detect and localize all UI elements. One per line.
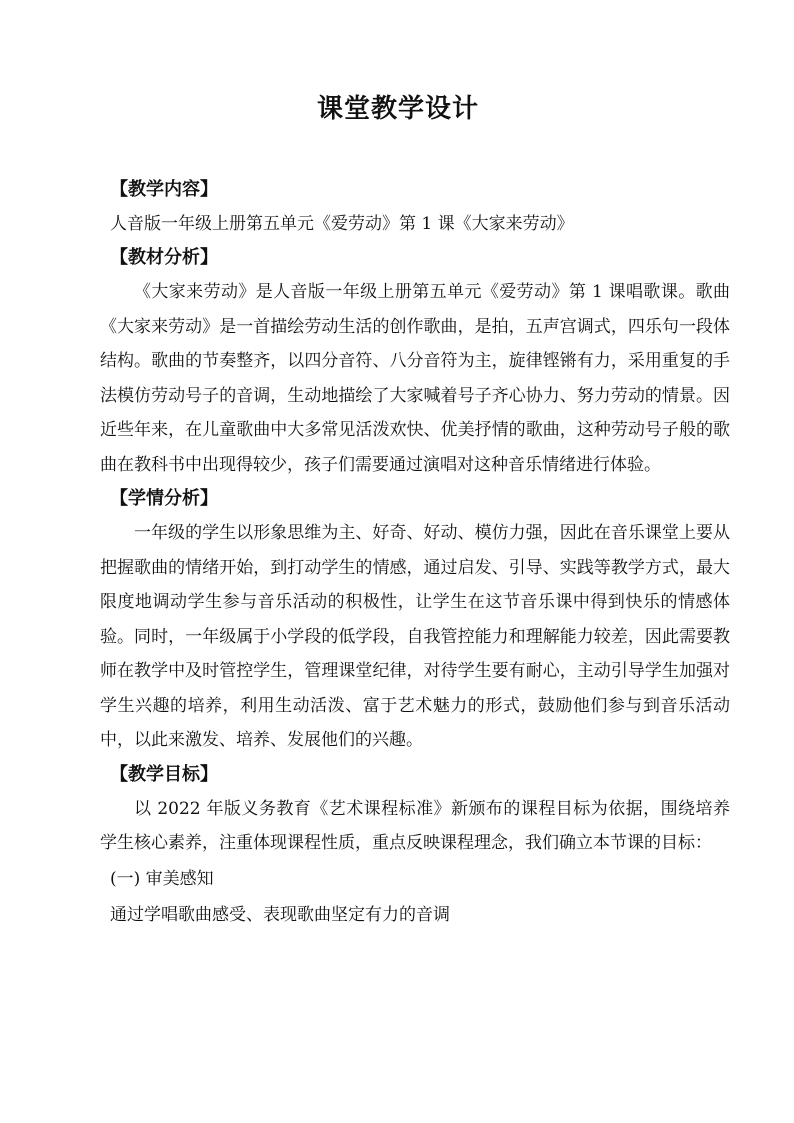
goal-aesthetic-text: 通过学唱歌曲感受、表现歌曲坚定有力的音调 xyxy=(110,904,450,925)
section-heading-student: 【学情分析】 xyxy=(110,488,218,509)
content-text: 人音版一年级上册第五单元《爱劳动》第 1 课《大家来劳动》 xyxy=(110,214,574,234)
page-title: 课堂教学设计 xyxy=(316,94,479,124)
section-heading-content: 【教学内容】 xyxy=(110,179,218,200)
goal-paragraph: 以 2022 年版义务教育《艺术课程标准》新颁布的课程目标为依据，围绕培养学生核心素养，注重体现课程性质，重点反映课程理念，我们确立本节课的目标： xyxy=(100,798,730,853)
material-paragraph: 《大家来劳动》是人音版一年级上册第五单元《爱劳动》第 1 课唱歌课。歌曲《大家来劳动》是一首描绘劳动生活的创作歌曲，是拍，五声宫调式，四乐句一段体结构。歌曲的节奏整齐，以四分音符、八分音符为主，旋律铿锵有力，采用重复的手法模仿劳动号子的音调，生动地描绘了大家喊着号子齐心协力、努力劳动的情景。因近些年来，在儿童歌曲中大多常见活泼欢快、优美抒情的歌曲，这种劳动号子般的歌曲在教科书中出现得较少，孩子们需要通过演唱对这种音乐情绪进行体验。 xyxy=(100,282,730,475)
student-paragraph: 一年级的学生以形象思维为主、好奇、好动、模仿力强，因此在音乐课堂上要从把握歌曲的情绪开始，到打动学生的情感，通过启发、引导、实践等教学方式，最大限度地调动学生参与音乐活动的积极性，让学生在这节音乐课中得到快乐的情感体验。同时，一年级属于小学段的低学段，自我管控能力和理解能力较差，因此需要教师在教学中及时管控学生，管理课堂纪律，对待学生要有耐心，主动引导学生加强对学生兴趣的培养，利用生动活泼、富于艺术魅力的形式，鼓励他们参与到音乐活动中，以此来激发、培养、发展他们的兴趣。 xyxy=(100,523,730,750)
section-heading-material: 【教材分析】 xyxy=(110,247,218,268)
goal-subheading-aesthetic: (一) 审美感知 xyxy=(110,868,214,889)
section-heading-goal: 【教学目标】 xyxy=(110,763,218,785)
